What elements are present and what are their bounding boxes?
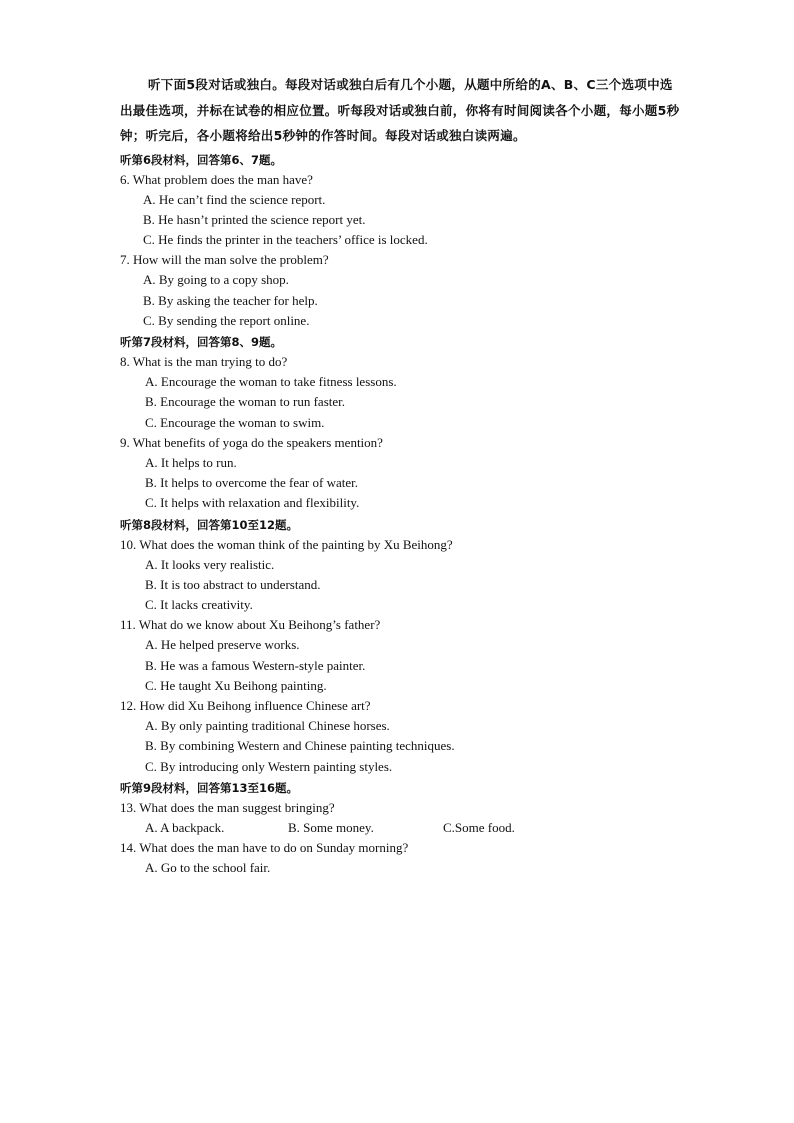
answer-option: B. He hasn’t printed the science report yet.	[143, 211, 366, 227]
answer-option: A. He helped preserve works.	[145, 637, 300, 653]
question-stem: 11. What do we know about Xu Beihong’s father?	[120, 617, 381, 633]
answer-option: B. By asking the teacher for help.	[143, 292, 318, 308]
answer-option: C. By sending the report online.	[143, 312, 310, 328]
exam-page	[120, 72, 680, 879]
answer-option: C. He taught Xu Beihong painting.	[145, 677, 327, 693]
section-header: 听第7段材料，回答第8、9题。	[120, 335, 283, 349]
answer-option: B. It helps to overcome the fear of water.	[145, 475, 358, 491]
answer-options-row	[120, 818, 680, 838]
answer-option: B. He was a famous Western-style painter.	[145, 657, 366, 673]
listening-instructions: 听下面5段对话或独白。每段对话或独白后有几个小题，从题中所给的A、B、C三个选项中选出最佳选项，并标在试卷的相应位置。听每段对话或独白前，你将有时间阅读各个小题，每小题5秒钟；听完后，各小题将给出5秒钟的作答时间。每段对话或独白读两遍。	[120, 77, 680, 143]
answer-option: A. By only painting traditional Chinese horses.	[145, 718, 390, 734]
question-stem: 7. How will the man solve the problem?	[120, 252, 329, 268]
section-header: 听第9段材料，回答第13至16题。	[120, 780, 299, 795]
section-header: 听第8段材料，回答第10至12题。	[120, 517, 299, 532]
answer-option: C. Encourage the woman to swim.	[145, 414, 325, 430]
answer-option: A. It looks very realistic.	[145, 556, 275, 572]
answer-option: C.Some food.	[443, 819, 515, 835]
answer-option: A. By going to a copy shop.	[143, 272, 289, 288]
section-header: 听第6段材料，回答第6、7题。	[120, 152, 283, 167]
answer-option: C. It lacks creativity.	[145, 597, 253, 613]
answer-option: A. He can’t find the science report.	[143, 191, 326, 207]
answer-option: A. It helps to run.	[145, 454, 237, 470]
question-stem: 13. What does the man suggest bringing?	[120, 799, 335, 815]
question-stem: 10. What does the woman think of the painting by Xu Beihong?	[120, 536, 453, 552]
answer-option: C. It helps with relaxation and flexibility.	[145, 495, 360, 511]
answer-option: C. He finds the printer in the teachers’ office is locked.	[143, 232, 428, 248]
question-stem: 6. What problem does the man have?	[120, 171, 313, 187]
answer-option: B. It is too abstract to understand.	[145, 576, 321, 592]
answer-option: A. Encourage the woman to take fitness lessons.	[145, 374, 397, 390]
question-stem: 14. What does the man have to do on Sunday morning?	[120, 840, 409, 856]
answer-option: A. A backpack.	[145, 819, 225, 835]
answer-option: B. Some money.	[288, 819, 374, 835]
answer-option: B. Encourage the woman to run faster.	[145, 394, 345, 410]
answer-option: A. Go to the school fair.	[145, 860, 271, 876]
question-stem: 8. What is the man trying to do?	[120, 354, 288, 369]
answer-option: C. By introducing only Western painting styles.	[145, 758, 393, 774]
question-stem: 12. How did Xu Beihong influence Chinese art?	[120, 698, 371, 713]
question-stem: 9. What benefits of yoga do the speakers mention?	[120, 434, 383, 450]
answer-option: B. By combining Western and Chinese painting techniques.	[145, 738, 455, 754]
